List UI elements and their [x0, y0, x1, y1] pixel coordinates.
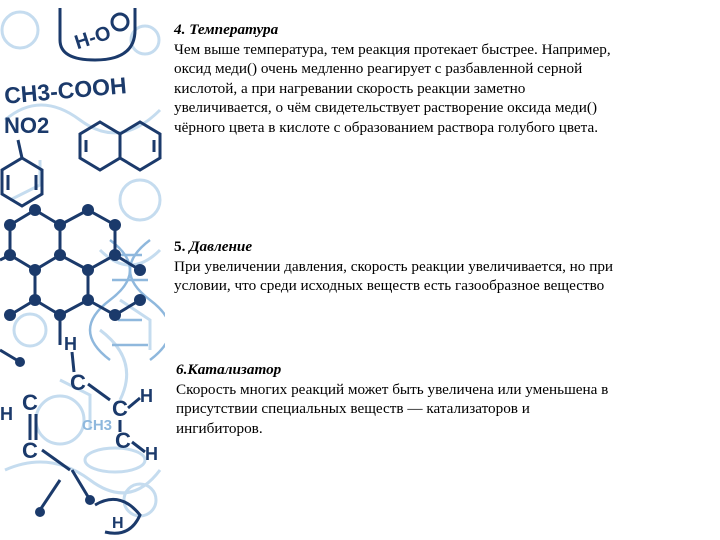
acetic-acid-label: CH3-COOH — [3, 72, 128, 109]
temperature-section — [174, 20, 714, 137]
temperature-line-3: кислотой, а при нагревании скорость реакции заметно — [174, 79, 526, 97]
hydrogen-label-2: H — [140, 386, 153, 406]
catalyst-section — [176, 360, 716, 438]
temperature-heading: 4. Температура — [174, 21, 279, 38]
temperature-line-4: увеличивается, о чём свидетельствует растворение оксида меди() — [174, 99, 598, 116]
pressure-heading — [174, 237, 714, 257]
pressure-line-1: При увеличении давления, скорость реакции увеличивается, но при — [174, 257, 614, 275]
water-label: H-O — [72, 21, 114, 55]
nitro-group-label: NO2 — [4, 113, 50, 138]
hydrogen-label-5: H — [112, 515, 124, 532]
chemistry-decoration-panel — [0, 0, 165, 540]
carbon-label-3: C — [115, 428, 131, 453]
pressure-line-2: условии, что среди исходных веществ есть газообразное вещество — [174, 277, 605, 294]
temperature-line-2: оксид меди() очень медленно реагирует с разбавленной серной — [174, 60, 583, 77]
pressure-section — [174, 237, 714, 296]
catalyst-line-1: Скорость многих реакций может быть увеличена или уменьшена в — [176, 380, 609, 398]
carbon-label-1: C — [70, 370, 86, 395]
methyl-label: CH3 — [82, 417, 113, 434]
pressure-heading-word: Давление — [189, 238, 253, 255]
temperature-line-5: чёрного цвета в кислоте с образованием раствора голубого цвета. — [174, 118, 599, 136]
catalyst-line-3: ингибиторов. — [176, 419, 263, 437]
hydrogen-label-4: H — [0, 404, 13, 424]
hydrogen-label-3: H — [145, 444, 158, 464]
carbon-label-5: C — [22, 438, 38, 463]
catalyst-heading: 6.Катализатор — [176, 361, 282, 378]
temperature-line-1: Чем выше температура, тем реакция протекает быстрее. Например, — [174, 40, 611, 58]
catalyst-line-2: присутствии специальных веществ — катализаторов и — [176, 400, 530, 417]
carbon-label-4: C — [22, 390, 38, 415]
carbon-label-2: C — [112, 396, 128, 421]
chemistry-doodle-illustration — [0, 0, 165, 540]
hydrogen-label-1: H — [64, 334, 77, 354]
pressure-heading-number: 5. — [174, 238, 186, 255]
